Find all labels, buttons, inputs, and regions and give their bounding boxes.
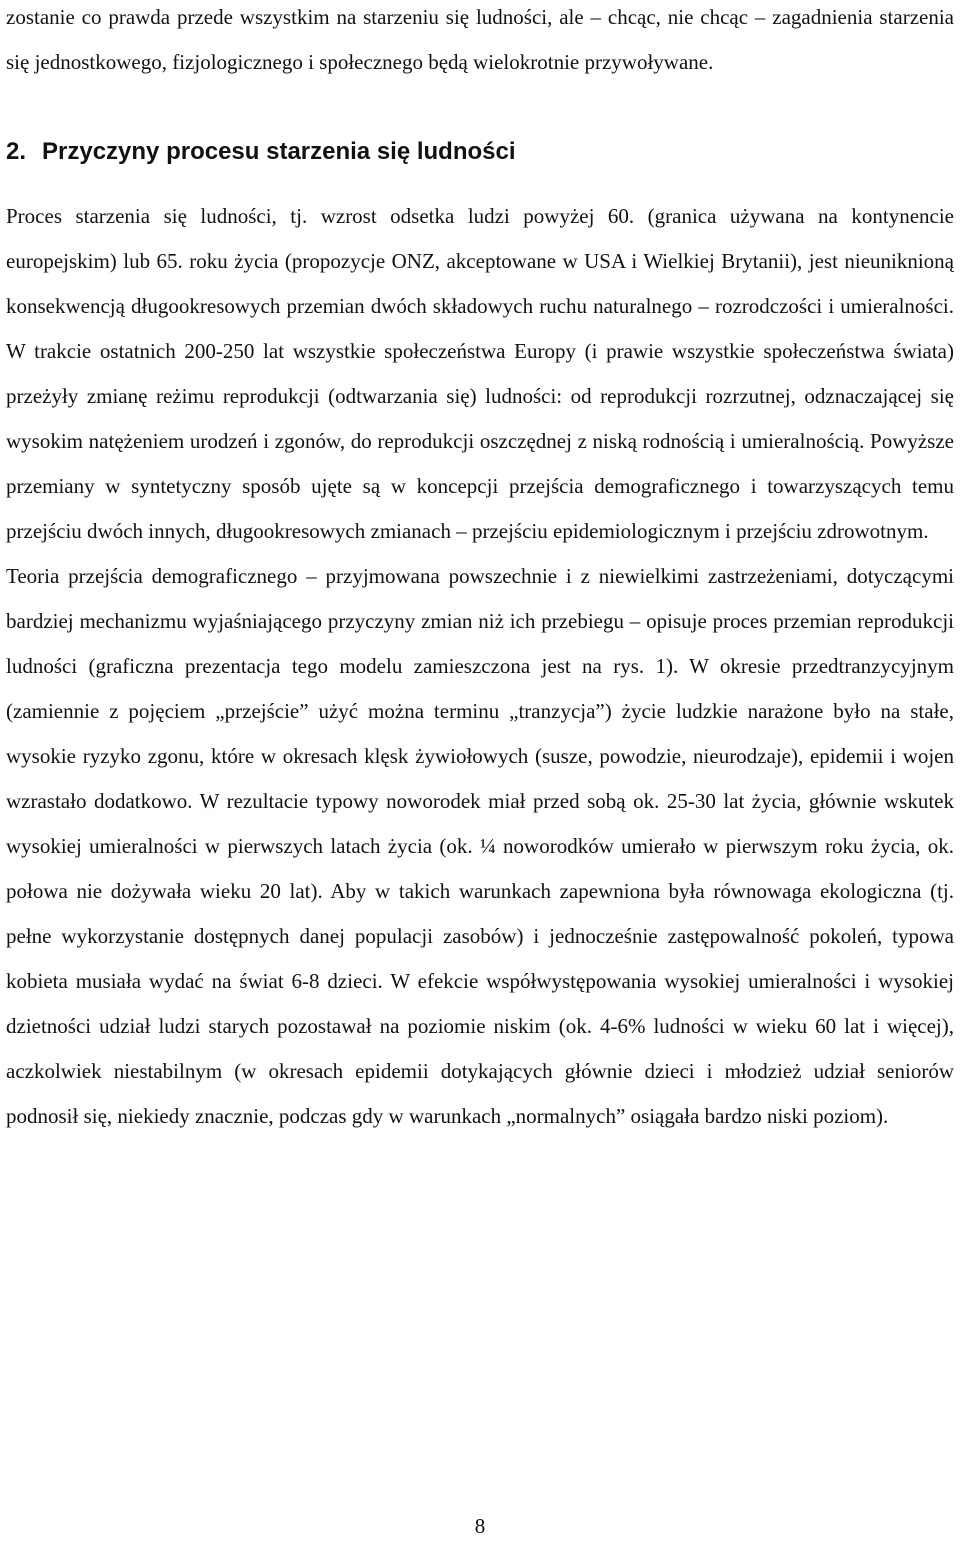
section-title: Przyczyny procesu starzenia się ludności — [42, 138, 516, 165]
paragraph-continuation: zostanie co prawda przede wszystkim na starzeniu się ludności, ale – chcąc, nie chcąc – zagadnienia starzenia się jednostkowego, fizjologicznego i społecznego będą wielokrotnie przywoływane. — [6, 5, 954, 74]
paragraph-1: Proces starzenia się ludności, tj. wzrost odsetka ludzi powyżej 60. (granica używana na kontynencie europejskim) lub 65. roku życia (propozycje ONZ, akceptowane w USA i Wielkiej Brytanii), jest nieuniknioną konsekwencją długookresowych przemian dwóch składowych ruchu naturalnego – rozrodczości i umieralności. W trakcie ostatnich 200-250 lat wszystkie społeczeństwa Europy (i prawie wszystkie społeczeństwa świata) przeżyły zmianę reżimu reprodukcji (odtwarzania się) ludności: od reprodukcji rozrzutnej, odznaczającej się wysokim natężeniem urodzeń i zgonów, do reprodukcji oszczędnej z niską rodnością i umieralnością. Powyższe przemiany w syntetyczny sposób ujęte są w koncepcji przejścia demograficznego i towarzyszących temu przejściu dwóch innych, długookresowych zmianach – przejściu epidemiologicznym i przejściu zdrowotnym. — [6, 204, 954, 543]
page-number: 8 — [474, 1514, 486, 1538]
section-heading — [6, 130, 954, 194]
paragraph-2: Teoria przejścia demograficznego – przyjmowana powszechnie i z niewielkimi zastrzeżeniami, dotyczącymi bardziej mechanizmu wyjaśniającego przyczyny zmian niż ich przebiegu – opisuje proces przemian reprodukcji ludności (graficzna prezentacja tego modelu zamieszczona jest na rys. 1). W okresie przedtranzycyjnym (zamiennie z pojęciem „przejście” użyć można terminu „tranzycja”) życie ludzkie narażone było na stałe, wysokie ryzyko zgonu, które w okresach klęsk żywiołowych (susze, powodzie, nieurodzaje), epidemii i wojen wzrastało dodatkowo. W rezultacie typowy noworodek miał przed sobą ok. 25-30 lat życia, głównie wskutek wysokiej umieralności w pierwszych latach życia (ok. ¼ noworodków umierało w pierwszym roku życia, ok. połowa nie dożywała wieku 20 lat). Aby w takich warunkach zapewniona była równowaga ekologiczna (tj. pełne wykorzystanie dostępnych danej populacji zasobów) i jednocześnie zastępowalność pokoleń, typowa kobieta musiała wydać na świat 6-8 dzieci. W efekcie współwystępowania wysokiej umieralności i wysokiej dzietności udział ludzi starych pozostawał na poziomie niskim (ok. 4-6% ludności w wieku 60 lat i więcej), aczkolwiek niestabilnym (w okresach epidemii dotykających głównie dzieci i młodzież udział seniorów podnosił się, niekiedy znacznie, podczas gdy w warunkach „normalnych” osiągała bardzo niski poziom). — [6, 564, 954, 1128]
section-number: 2. — [6, 138, 27, 165]
document-page — [6, 0, 954, 1139]
